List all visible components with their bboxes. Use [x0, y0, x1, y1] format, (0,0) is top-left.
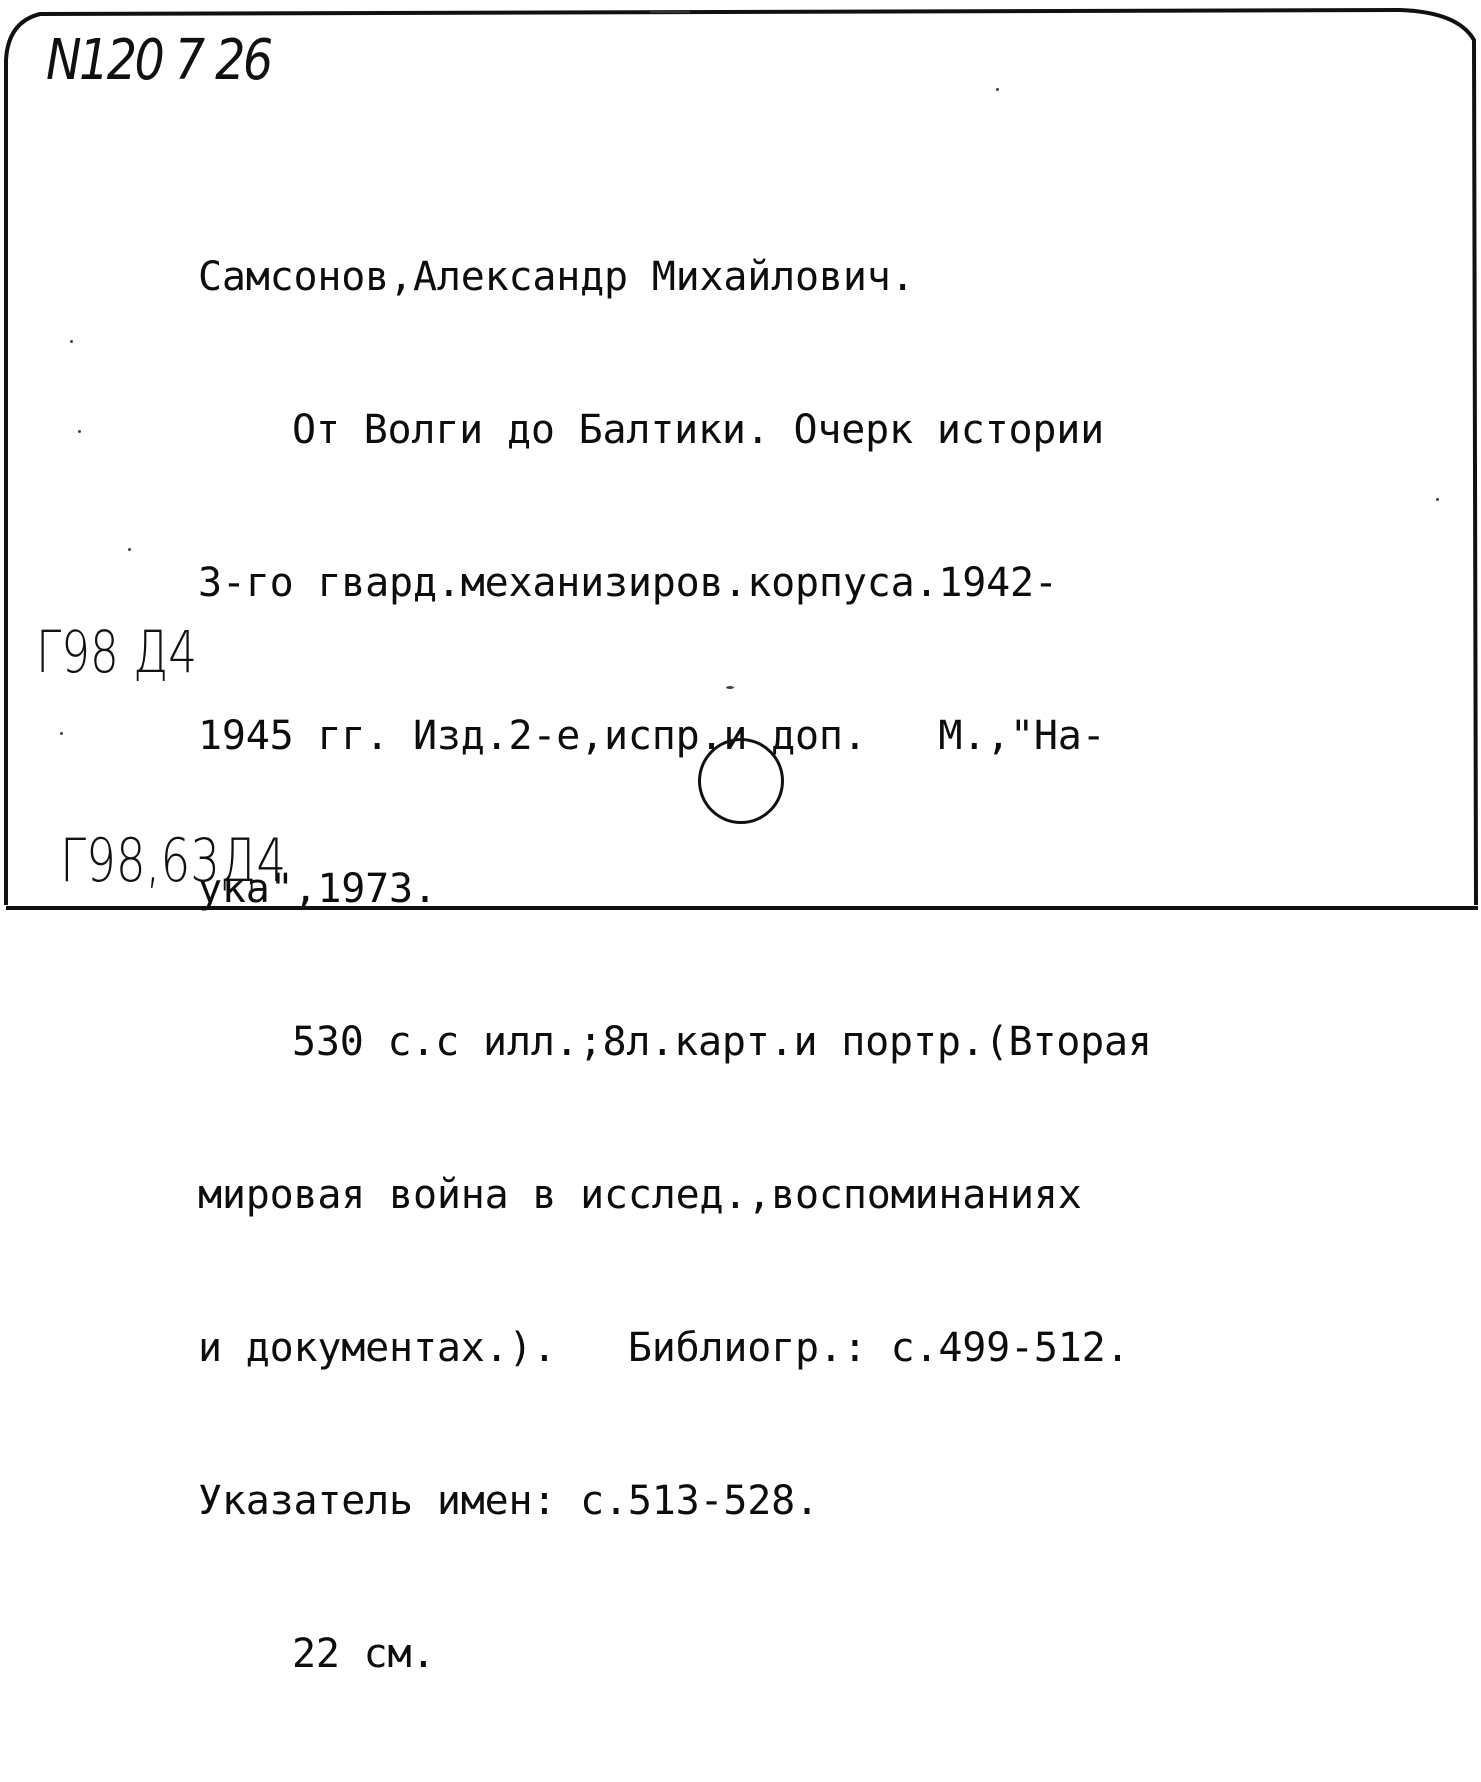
card-hole-icon — [698, 738, 784, 824]
pagination-line: 530 с.с илл.;8л.карт.и портр.(Вторая — [292, 1019, 1152, 1065]
title-line: От Волги до Балтики. Очерк истории — [292, 407, 1104, 453]
dust-speck — [996, 88, 999, 91]
title-line: 3-го гвард.механизиров.корпуса.1942- — [198, 560, 1058, 606]
size-line: 22 см. — [292, 1631, 436, 1677]
series-line: мировая война в исслед.,воспоминаниях — [198, 1172, 1082, 1218]
edition-line: 1945 гг. Изд.2-е,испр.и доп. М.,"На- — [198, 713, 1106, 759]
dust-speck — [70, 340, 73, 343]
dust-speck — [1436, 498, 1439, 501]
dust-speck — [60, 732, 63, 735]
dust-speck — [128, 548, 131, 551]
author-line: Самсонов,Александр Михайлович. — [198, 254, 915, 300]
dust-speck — [726, 686, 734, 689]
bibliographic-entry — [198, 150, 1152, 1782]
bibliography-line: и документах.). Библиогр.: с.499-512. — [198, 1325, 1130, 1371]
publisher-line: ука",1973. — [198, 866, 437, 912]
dust-speck — [78, 430, 81, 433]
handwritten-call-number: N120 7 26 — [46, 28, 271, 93]
index-line: Указатель имен: с.513-528. — [198, 1478, 819, 1524]
handwritten-classification-full: Г98,63Д4 — [60, 826, 287, 896]
handwritten-classification: Г98 Д4 — [36, 618, 198, 686]
